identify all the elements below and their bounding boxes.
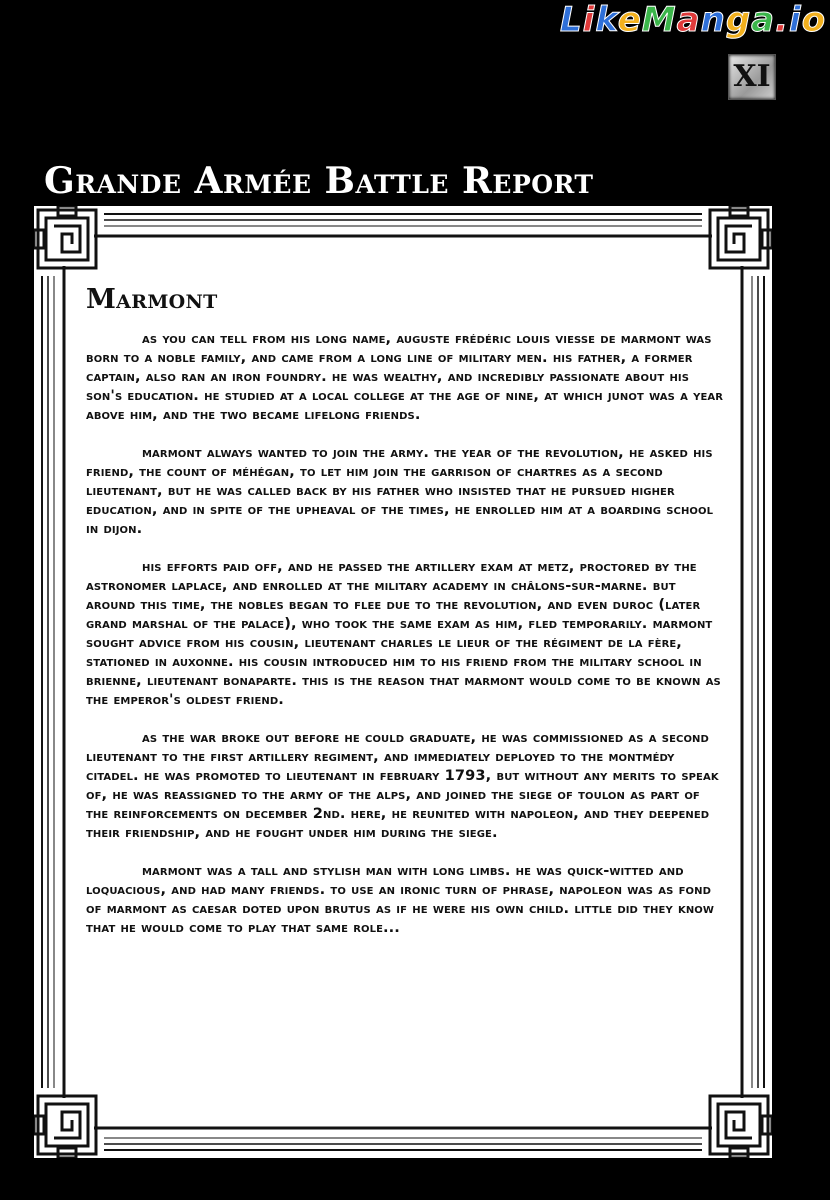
paragraph: his efforts paid off, and he passed the artillery exam at metz, proctored by the astronomer laplace, and enrolled at the military academy in châlons-sur-marne. but around this time, the nobles began to flee due to the revolution, and even duroc (later grand marshal of the palace), who took the same exam as him, fled temporarily. marmont sought advice from his cousin, lieutenant charles le lieur of the régiment de la fère, stationed in auxonne. his cousin introduced him to his friend from the military school in brienne, lieutenant bonaparte. this is the reason that marmont would come to be known as the emperor's oldest friend. (86, 558, 721, 708)
watermark-letter: k (595, 0, 618, 40)
paragraph: as the war broke out before he could graduate, he was commissioned as a second lieutenant to the first artillery regiment, and immediately deployed to the montmédy citadel. he was promoted to lieutenant in february 1793, but without any merits to speak of, he was reassigned to the army of the alps, and joined the siege of toulon as part of the reinforcements on december 2nd. here, he reunited with napoleon, and they deepened their friendship, and he fought under him during the siege. (86, 729, 719, 841)
watermark-letter: g (725, 0, 752, 40)
report-content (86, 284, 726, 956)
watermark-letter: i (582, 0, 596, 40)
watermark-letter: e (617, 0, 642, 40)
site-watermark (560, 0, 828, 40)
paragraph: marmont was a tall and stylish man with long limbs. he was quick-witted and loquacious, and had many friends. to use an ironic turn of phrase, napoleon was as fond of marmont as caesar doted upon brutus as if he were his own child. little did they know that he would come to play that same role... (86, 862, 715, 936)
paragraph: marmont always wanted to join the army. the year of the revolution, he asked his friend, the count of méhégan, to let him join the garrison of chartres as a second lieutenant, but he was called back by his father who insisted that he pursued higher education, and in spite of the upheaval of the times, he enrolled him at a boarding school in dijon. (86, 444, 714, 537)
chapter-badge: XI (728, 54, 776, 100)
page-title: Grande Armée Battle Report (44, 160, 594, 202)
watermark-letter: i (789, 0, 802, 40)
watermark-letter: . (775, 0, 790, 40)
watermark-letter: L (560, 0, 583, 40)
watermark-letter: M (641, 0, 677, 40)
report-panel (34, 206, 772, 1158)
watermark-letter: o (801, 0, 827, 40)
watermark-letter: n (700, 0, 726, 40)
watermark-letter: a (751, 0, 776, 40)
section-heading: Marmont (86, 284, 218, 315)
paragraph: as you can tell from his long name, auguste frédéric louis viesse de marmont was born to a noble family, and came from a long line of military men. his father, a former captain, also ran an iron foundry. he was wealthy, and incredibly passionate about his son's education. he studied at a local college at the age of nine, at which junot was a year above him, and the two became lifelong friends. (86, 330, 724, 423)
watermark-letter: a (676, 0, 701, 40)
